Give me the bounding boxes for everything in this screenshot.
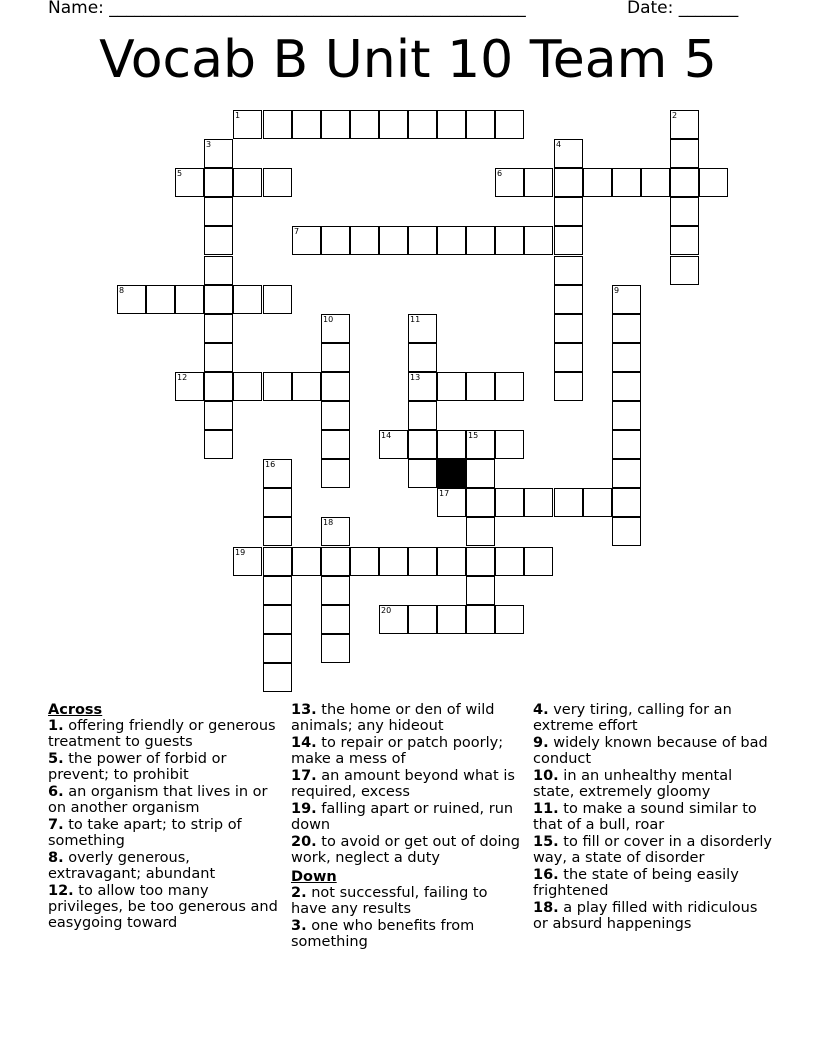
grid-cell[interactable] (495, 226, 524, 255)
clue-across-14 (291, 735, 527, 767)
grid-cell[interactable] (466, 430, 495, 459)
clue-number-label: 6 (497, 169, 503, 178)
grid-cell[interactable] (670, 168, 699, 197)
grid-cell[interactable] (204, 372, 233, 401)
clue-number-label: 4 (556, 140, 562, 149)
grid-cell[interactable] (466, 547, 495, 576)
clue-across-12 (48, 883, 280, 931)
grid-cell[interactable] (263, 285, 292, 314)
clue-text: an organism that lives in or on another organism (48, 784, 268, 816)
grid-cell[interactable] (641, 168, 670, 197)
clue-across-5 (48, 751, 280, 783)
clue-down-16 (533, 867, 773, 899)
clue-across-8 (48, 850, 280, 882)
grid-cell[interactable] (495, 372, 524, 401)
grid-cell[interactable] (408, 459, 437, 488)
clue-across-1 (48, 718, 280, 750)
grid-cell[interactable] (204, 197, 233, 226)
grid-cell[interactable] (321, 576, 350, 605)
grid-cell[interactable] (204, 430, 233, 459)
grid-cell[interactable] (263, 517, 292, 546)
grid-cell[interactable] (466, 517, 495, 546)
grid-cell[interactable] (292, 547, 321, 576)
clue-down-10 (533, 768, 773, 800)
clue-number-label: 17 (439, 489, 450, 498)
grid-cell[interactable] (495, 430, 524, 459)
clue-text: in an unhealthy mental state, extremely gloomy (533, 768, 733, 800)
grid-cell[interactable] (321, 430, 350, 459)
clue-text: offering friendly or generous treatment to guests (48, 718, 276, 750)
clue-number-label: 20 (381, 606, 392, 615)
grid-cell[interactable] (437, 430, 466, 459)
grid-cell[interactable] (437, 547, 466, 576)
clue-text: falling apart or ruined, run down (291, 801, 514, 833)
grid-cell[interactable] (263, 110, 292, 139)
grid-cell[interactable] (466, 226, 495, 255)
grid-cell[interactable] (175, 372, 204, 401)
grid-cell[interactable] (233, 110, 262, 139)
clue-number: 10. (533, 768, 559, 784)
grid-cell[interactable] (204, 139, 233, 168)
clue-number: 9. (533, 735, 549, 751)
clue-down-4 (533, 700, 773, 734)
clue-number: 15. (533, 834, 559, 850)
grid-cell[interactable] (699, 168, 728, 197)
clue-text: overly generous, extravagant; abundant (48, 850, 216, 882)
grid-cell[interactable] (670, 197, 699, 226)
grid-cell[interactable] (350, 547, 379, 576)
grid-cell[interactable] (263, 576, 292, 605)
clue-number: 11. (533, 801, 559, 817)
grid-cell[interactable] (524, 488, 553, 517)
grid-cell[interactable] (554, 168, 583, 197)
grid-cell[interactable] (583, 168, 612, 197)
date-field[interactable]: Date: _______ (627, 0, 739, 18)
grid-cell[interactable] (554, 372, 583, 401)
grid-cell[interactable] (263, 168, 292, 197)
clue-text: one who benefits from something (291, 918, 475, 950)
grid-cell[interactable] (408, 314, 437, 343)
clues-column-1 (48, 700, 280, 932)
clue-across-6 (48, 784, 280, 816)
grid-cell[interactable] (524, 168, 553, 197)
clue-number-label: 7 (294, 227, 300, 236)
clue-number-label: 11 (410, 315, 421, 324)
grid-cell[interactable] (495, 488, 524, 517)
grid-cell[interactable] (554, 256, 583, 285)
grid-cell[interactable] (321, 226, 350, 255)
grid-cell[interactable] (321, 401, 350, 430)
grid-cell[interactable] (554, 139, 583, 168)
grid-cell[interactable] (321, 634, 350, 663)
grid-cell[interactable] (146, 285, 175, 314)
grid-cell[interactable] (437, 110, 466, 139)
grid-cell[interactable] (233, 547, 262, 576)
grid-cell[interactable] (175, 285, 204, 314)
clue-number-label: 1 (235, 111, 241, 120)
clue-across-19 (291, 801, 527, 833)
grid-cell[interactable] (612, 401, 641, 430)
clue-text: the home or den of wild animals; any hideout (291, 702, 495, 734)
grid-cell[interactable] (466, 488, 495, 517)
clue-text: a play filled with ridiculous or absurd happenings (533, 900, 758, 932)
clue-across-20 (291, 834, 527, 866)
grid-cell[interactable] (321, 459, 350, 488)
grid-cell[interactable] (204, 256, 233, 285)
grid-cell[interactable] (379, 547, 408, 576)
grid-cell[interactable] (583, 488, 612, 517)
clue-text: to make a sound similar to that of a bull, roar (533, 801, 757, 833)
clue-number: 2. (291, 885, 307, 901)
clue-number: 20. (291, 834, 317, 850)
grid-cell[interactable] (408, 226, 437, 255)
grid-cell[interactable] (204, 401, 233, 430)
name-field[interactable]: Name: _________________________________________________ (48, 0, 526, 18)
grid-cell[interactable] (612, 517, 641, 546)
clue-number-label: 5 (177, 169, 183, 178)
clue-down-11 (533, 801, 773, 833)
clue-text: to take apart; to strip of something (48, 817, 242, 849)
grid-cell[interactable] (670, 226, 699, 255)
clue-number: 19. (291, 801, 317, 817)
grid-cell[interactable] (263, 459, 292, 488)
grid-cell[interactable] (117, 285, 146, 314)
clue-number-label: 9 (614, 286, 620, 295)
clue-number-label: 2 (672, 111, 678, 120)
across-heading: Across (48, 702, 103, 718)
grid-cell[interactable] (495, 168, 524, 197)
grid-cell[interactable] (495, 605, 524, 634)
grid-cell[interactable] (408, 605, 437, 634)
grid-cell[interactable] (466, 110, 495, 139)
clue-text: to fill or cover in a disorderly way, a state of disorder (533, 834, 773, 866)
grid-cell[interactable] (612, 430, 641, 459)
grid-cell[interactable] (524, 547, 553, 576)
clue-text: not successful, failing to have any results (291, 885, 488, 917)
clues-column-2 (291, 700, 527, 951)
grid-cell[interactable] (612, 285, 641, 314)
clue-number: 13. (291, 702, 317, 718)
clue-number-label: 15 (468, 431, 479, 440)
grid-cell[interactable] (379, 605, 408, 634)
grid-cell[interactable] (233, 168, 262, 197)
grid-cell[interactable] (292, 226, 321, 255)
grid-cell[interactable] (670, 256, 699, 285)
clue-number: 3. (291, 918, 307, 934)
grid-cell[interactable] (612, 343, 641, 372)
grid-cell[interactable] (495, 547, 524, 576)
clue-down-18 (533, 900, 773, 932)
clue-number-label: 18 (323, 518, 334, 527)
grid-cell[interactable] (379, 226, 408, 255)
clue-text: to allow too many privileges, be too generous and easygoing toward (48, 883, 278, 931)
grid-cell[interactable] (437, 226, 466, 255)
grid-cell[interactable] (263, 372, 292, 401)
clue-number: 4. (533, 702, 549, 718)
grid-cell[interactable] (292, 110, 321, 139)
clue-text: the power of forbid or prevent; to prohibit (48, 751, 227, 783)
grid-cell[interactable] (554, 314, 583, 343)
clue-text: to avoid or get out of doing work, neglect a duty (291, 834, 520, 866)
clue-text: the state of being easily frightened (533, 867, 739, 899)
grid-cell[interactable] (379, 430, 408, 459)
grid-cell[interactable] (263, 663, 292, 692)
clue-down-3 (291, 918, 527, 950)
clue-number-label: 14 (381, 431, 392, 440)
grid-cell[interactable] (321, 314, 350, 343)
grid-cell[interactable] (408, 430, 437, 459)
clue-number: 17. (291, 768, 317, 784)
grid-cell[interactable] (670, 139, 699, 168)
grid-cell[interactable] (437, 488, 466, 517)
grid-cell[interactable] (670, 110, 699, 139)
clue-across-7 (48, 817, 280, 849)
grid-cell[interactable] (321, 547, 350, 576)
grid-cell[interactable] (554, 343, 583, 372)
clue-number: 16. (533, 867, 559, 883)
grid-cell[interactable] (321, 343, 350, 372)
grid-cell[interactable] (524, 226, 553, 255)
clue-across-17 (291, 768, 527, 800)
grid-cell[interactable] (408, 110, 437, 139)
clue-text: very tiring, calling for an extreme effort (533, 702, 732, 734)
grid-cell[interactable] (612, 314, 641, 343)
grid-cell[interactable] (233, 372, 262, 401)
clue-down-15 (533, 834, 773, 866)
grid-cell[interactable] (408, 547, 437, 576)
grid-cell[interactable] (350, 110, 379, 139)
grid-cell[interactable] (321, 372, 350, 401)
black-cell (437, 459, 466, 488)
clue-number-label: 13 (410, 373, 421, 382)
clues-column-3 (533, 700, 773, 933)
clue-number-label: 16 (265, 460, 276, 469)
grid-cell[interactable] (204, 168, 233, 197)
clue-down-2 (291, 885, 527, 917)
grid-cell[interactable] (175, 168, 204, 197)
grid-cell[interactable] (495, 110, 524, 139)
grid-cell[interactable] (204, 226, 233, 255)
grid-cell[interactable] (263, 605, 292, 634)
clue-number: 6. (48, 784, 64, 800)
clue-number: 1. (48, 718, 64, 734)
grid-cell[interactable] (408, 372, 437, 401)
grid-cell[interactable] (204, 343, 233, 372)
clue-number: 14. (291, 735, 317, 751)
clue-number-label: 12 (177, 373, 188, 382)
grid-cell[interactable] (612, 488, 641, 517)
down-heading: Down (291, 869, 337, 885)
grid-cell[interactable] (292, 372, 321, 401)
grid-cell[interactable] (233, 285, 262, 314)
clue-across-13 (291, 700, 527, 734)
clue-text: widely known because of bad conduct (533, 735, 768, 767)
clue-number: 7. (48, 817, 64, 833)
grid-cell[interactable] (554, 226, 583, 255)
grid-cell[interactable] (204, 314, 233, 343)
grid-cell[interactable] (437, 605, 466, 634)
grid-cell[interactable] (554, 285, 583, 314)
grid-cell[interactable] (612, 459, 641, 488)
page-title: Vocab B Unit 10 Team 5 (99, 30, 717, 90)
grid-cell[interactable] (437, 372, 466, 401)
grid-cell[interactable] (554, 488, 583, 517)
grid-cell[interactable] (408, 401, 437, 430)
clue-down-9 (533, 735, 773, 767)
grid-cell[interactable] (612, 372, 641, 401)
clue-number: 18. (533, 900, 559, 916)
grid-cell[interactable] (263, 634, 292, 663)
grid-cell[interactable] (379, 110, 408, 139)
clue-number-label: 19 (235, 548, 246, 557)
grid-cell[interactable] (350, 226, 379, 255)
grid-cell[interactable] (263, 547, 292, 576)
grid-cell[interactable] (321, 110, 350, 139)
grid-cell[interactable] (612, 168, 641, 197)
grid-cell[interactable] (321, 605, 350, 634)
clue-number: 5. (48, 751, 64, 767)
grid-cell[interactable] (321, 517, 350, 546)
clue-number: 8. (48, 850, 64, 866)
grid-cell[interactable] (466, 576, 495, 605)
grid-cell[interactable] (466, 459, 495, 488)
clue-number-label: 8 (119, 286, 125, 295)
clue-text: to repair or patch poorly; make a mess of (291, 735, 504, 767)
clue-number-label: 3 (206, 140, 212, 149)
grid-cell[interactable] (466, 372, 495, 401)
clue-number-label: 10 (323, 315, 334, 324)
grid-cell[interactable] (466, 605, 495, 634)
grid-cell[interactable] (204, 285, 233, 314)
clue-text: an amount beyond what is required, excess (291, 768, 515, 800)
grid-cell[interactable] (554, 197, 583, 226)
clue-number: 12. (48, 883, 74, 899)
grid-cell[interactable] (263, 488, 292, 517)
grid-cell[interactable] (408, 343, 437, 372)
